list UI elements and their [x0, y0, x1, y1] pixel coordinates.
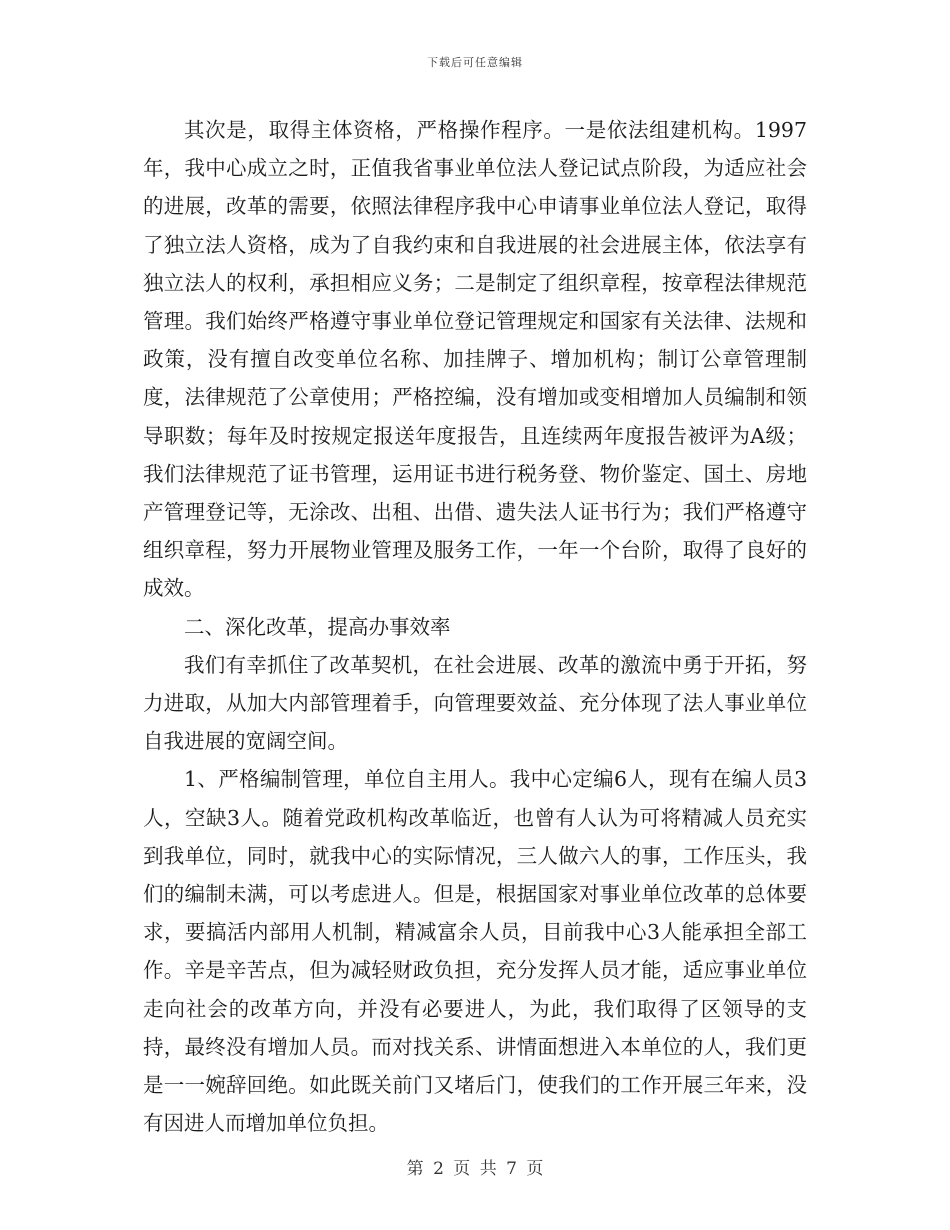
document-body [143, 111, 807, 1142]
paragraph-main-qualification: 其次是，取得主体资格，严格操作程序。一是依法组建机构。1997年，我中心成立之时，正值我省事业单位法人登记试点阶段，为适应社会的进展，改革的需要，依照法律程序我中心申请事业单位法人登记，取得了独立法人资格，成为了自我约束和自我进展的社会进展主体，依法享有独立法人的权利，承担相应义务；二是制定了组织章程，按章程法律规范管理。我们始终严格遵守事业单位登记管理规定和国家有关法律、法规和政策，没有擅自改变单位名称、加挂牌子、增加机构；制订公章管理制度，法律规范了公章使用；严格控编，没有增加或变相增加人员编制和领导职数；每年及时按规定报送年度报告，且连续两年度报告被评为A级；我们法律规范了证书管理，运用证书进行税务登、物价鉴定、国土、房地产管理登记等，无涂改、出租、出借、遗失法人证书行为；我们严格遵守组织章程，努力开展物业管理及服务工作，一年一个台阶，取得了良好的成效。 [143, 118, 807, 601]
paragraph-staffing-management: 1、严格编制管理，单位自主用人。我中心定编6人，现有在编人员3人，空缺3人。随着党政机构改革临近，也曾有人认为可将精减人员充实到我单位，同时，就我中心的实际情况，三人做六人的事，工作压头，我们的编制未满，可以考虑进人。但是，根据国家对事业单位改革的总体要求，要搞活内部用人机制，精减富余人员，目前我中心3人能承担全部工作。辛是辛苦点，但为减轻财政负担，充分发挥人员才能，适应事业单位走向社会的改革方向，并没有必要进人，为此，我们取得了区领导的支持，最终没有增加人员。而对找关系、讲情面想进入本单位的人，我们更是一一婉辞回绝。如此既关前门又堵后门，使我们的工作开展三年来，没有因进人而增加单位负担。 [143, 767, 807, 1136]
section-heading-reform: 二、深化改革，提高办事效率 [184, 614, 451, 639]
page-number: 第 2 页 共 7 页 [406, 1159, 544, 1179]
paragraph-reform-intro: 我们有幸抓住了改革契机，在社会进展、改革的激流中勇于开拓，努力进取，从加大内部管理着手，向管理要效益、充分体现了法人事业单位自我进展的宽阔空间。 [143, 652, 807, 754]
page-header: 下载后可任意编辑 [427, 56, 523, 69]
